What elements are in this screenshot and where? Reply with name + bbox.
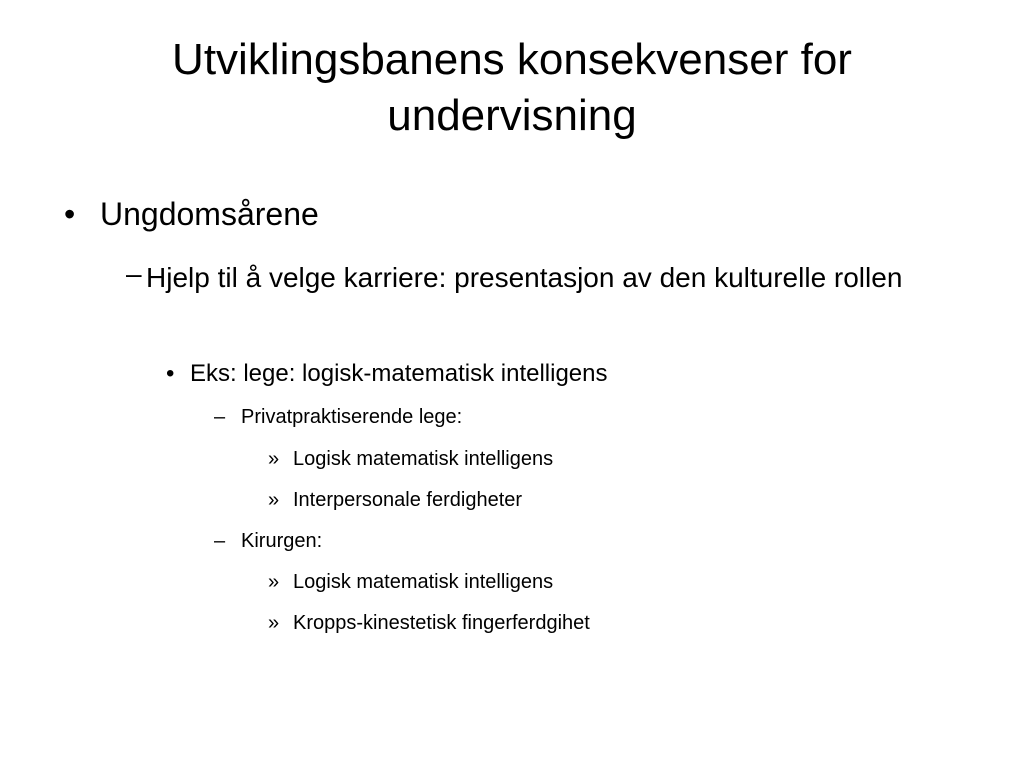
bullet-level5-text: Logisk matematisk intelligens — [293, 448, 554, 470]
dash-marker: – — [126, 258, 142, 289]
bullet-level5-text: Kropps-kinestetisk fingerferdgihet — [293, 612, 590, 634]
bullet-marker: • — [166, 360, 175, 387]
chevron-marker: » — [268, 612, 280, 634]
chevron-marker: » — [268, 571, 280, 593]
bullet-level1-text: Ungdomsårene — [100, 196, 319, 232]
bullet-marker: • — [64, 196, 76, 232]
bullet-level2-text: Hjelp til å velge karriere: presentasjon av den kulturelle rollen — [146, 262, 903, 293]
bullet-level4-text: Kirurgen: — [241, 530, 323, 552]
dash-marker: – — [214, 530, 226, 552]
bullet-level5-text: Interpersonale ferdigheter — [293, 489, 523, 511]
dash-marker: – — [214, 406, 226, 428]
chevron-marker: » — [268, 448, 280, 470]
bullet-level3-text: Eks: lege: logisk-matematisk intelligens — [190, 360, 608, 387]
slide-title: Utviklingsbanens konsekvenser for undervisning — [172, 35, 852, 140]
bullet-level4-text: Privatpraktiserende lege: — [241, 406, 463, 428]
bullet-level5-text: Logisk matematisk intelligens — [293, 571, 554, 593]
chevron-marker: » — [268, 489, 280, 511]
